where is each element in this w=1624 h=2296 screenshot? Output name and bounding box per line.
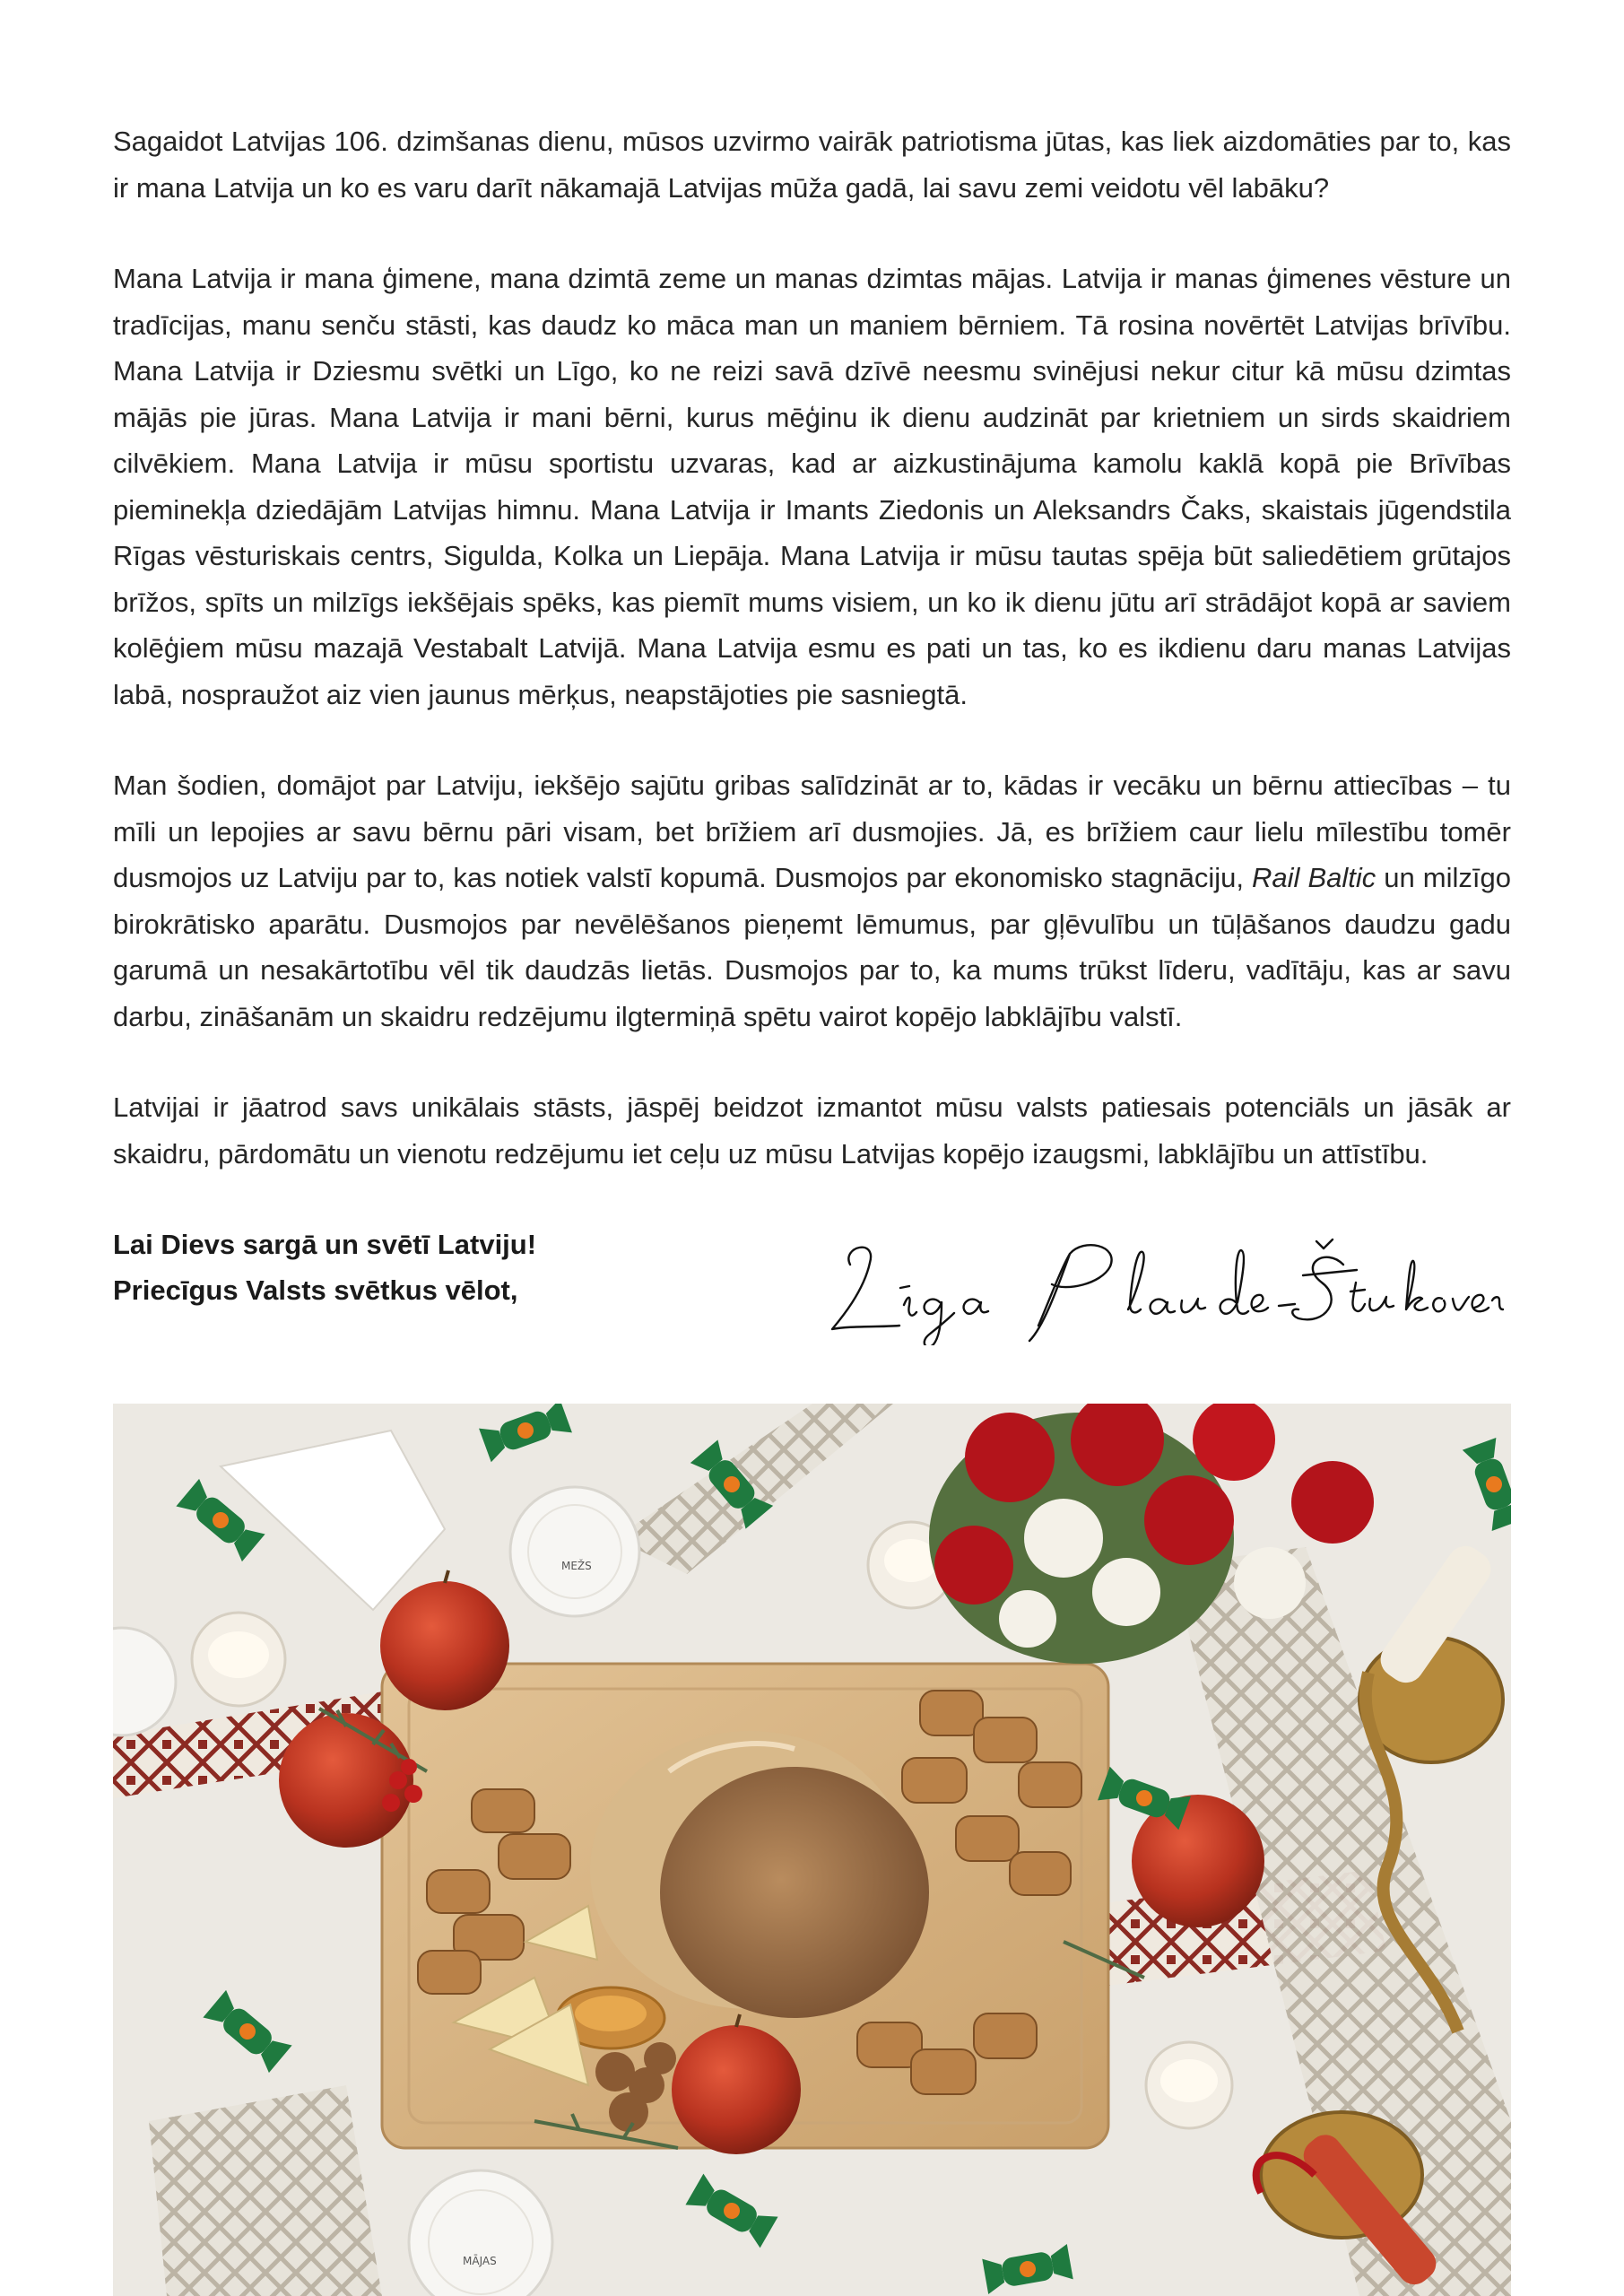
paragraph-1: Sagaidot Latvijas 106. dzimšanas dienu, mūsos uzvirmo vairāk patriotisma jūtas, kas liek aizdomāties par to, kas ir mana Latvija un ko es varu darīt nākamajā Latvijas mūža gadā, lai savu zemi veidotu vēl labāku? xyxy=(113,126,1511,204)
paragraph-4: Latvijai ir jāatrod savs unikālais stāsts, jāspēj beidzot izmantot mūsu valsts patiesais potenciāls un jāsāk ar skaidru, pārdomātu un vienotu redzējumu iet ceļu uz mūsu Latvijas kopējo izaugsmi, labklājību un attīstību. xyxy=(113,1091,1511,1170)
signature xyxy=(814,1229,1514,1345)
closing-line-1: Lai Dievs sargā un svētī Latviju! xyxy=(113,1229,537,1260)
paragraph-3-text-a: Man šodien, domājot par Latviju, iekšējo sajūtu gribas salīdzināt ar to, kādas ir vecāku un bērnu attiecības – tu mīli un lepojies ar savu bērnu pāri visam, bet brīžiem arī dusmojies. Jā, es brīžiem caur lielu mīlestību tomēr dusmojos uz Latviju par to, kas notiek valstī kopumā. Dusmojos par ekonomisko stagnāciju, xyxy=(113,770,1511,893)
paragraph-3 xyxy=(113,762,1511,1039)
letter-body xyxy=(113,118,1511,1177)
closing-block xyxy=(113,1222,536,1313)
paragraph-3-text-b: un milzīgo birokrātisko aparātu. Dusmojos par nevēlēšanos pieņemt lēmumus, par gļēvulību un tūļāšanos daudzu gadu garumā un nesakārtotību vēl tik daudzās lietās. Dusmojos par to, ka mums trūkst līderu, vadītāju, kas ar savu darbu, zināšanām un skaidru redzējumu ilgtermiņā spētu vairot kopējo labklājību valstī. xyxy=(113,862,1511,1032)
plate-text-2: MĀJAS xyxy=(463,2255,497,2267)
paragraph-3-italic: Rail Baltic xyxy=(1252,862,1376,893)
holiday-table-photo xyxy=(113,1404,1511,2296)
plate-mezs xyxy=(510,1487,639,1616)
closing-line-2: Priecīgus Valsts svētkus vēlot, xyxy=(113,1274,518,1306)
paragraph-2: Mana Latvija ir mana ģimene, mana dzimtā zeme un manas dzimtas mājas. Latvija ir manas ģimenes vēsture un tradīcijas, manu senču stāsti, kas daudz ko māca man un maniem bērniem. Tā rosina novērtēt Latvijas brīvību. Mana Latvija ir Dziesmu svētki un Līgo, ko ne reizi savā dzīvē neesmu svinējusi nekur citur kā mūsu dzimtas mājās pie jūras. Mana Latvija ir mani bērni, kurus mēģinu ik dienu audzināt par krietniem un sirds skaidriem cilvēkiem. Mana Latvija ir mūsu sportistu uzvaras, kad ar aizkustinājuma kamolu kaklā kopā pie Brīvības pieminekļa dziedājām Latvijas himnu. Mana Latvija ir Imants Ziedonis un Aleksandrs Čaks, skaistais jūgendstila Rīgas vēsturiskais centrs, Sigulda, Kolka un Liepāja. Mana Latvija ir mūsu tautas spēja būt saliedētiem grūtajos brīžos, spīts un milzīgs iekšējais spēks, kas piemīt mums visiem, un ko ik dienu jūtu arī strādājot kopā ar saviem kolēģiem mūsu mazajā Vestabalt Latvijā. Mana Latvija esmu es pati un tas, ko es ikdienu daru manas Latvijas labā, nospraužot aiz vien jaunus mērķus, neapstājoties pie sasniegtā. xyxy=(113,263,1511,710)
plate-majas xyxy=(409,2170,552,2296)
plate-text-1: MEŽS xyxy=(561,1560,592,1572)
